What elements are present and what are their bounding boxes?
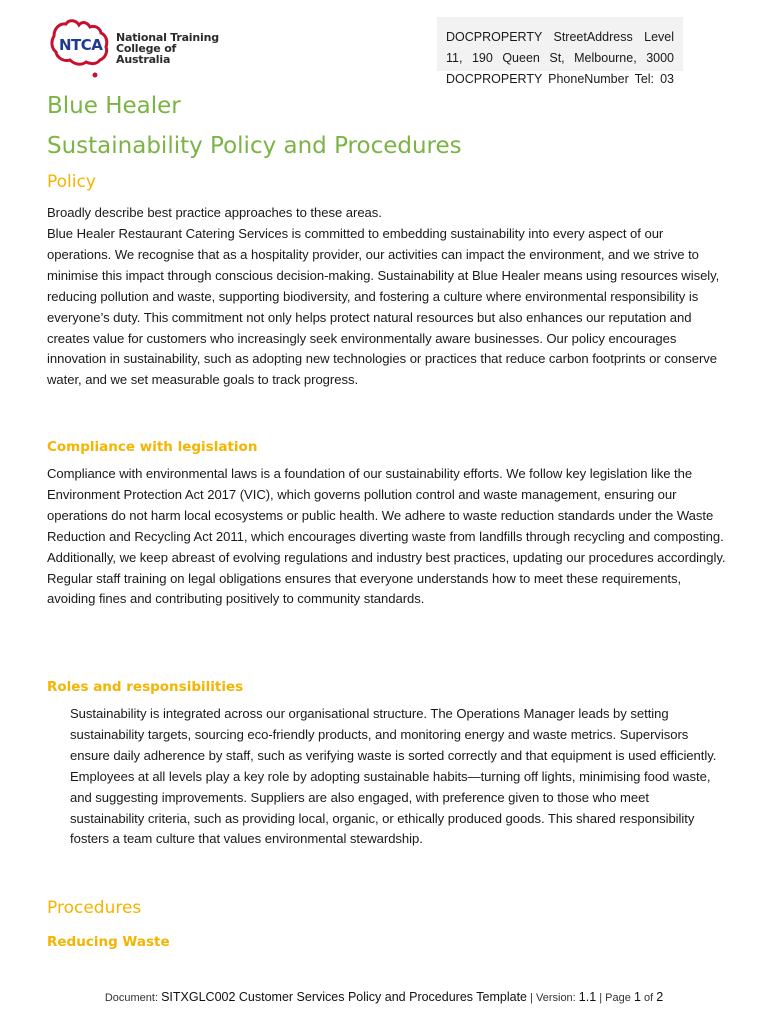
roles-body: Sustainability is integrated across our organisational structure. The Operations Manager leads by setting sustainability targets, sourcing eco-friendly products, and monitoring energy and waste metrics. Supervisors ensure daily adherence by staff, such as verifying waste is sorted correctly and that equipment is used efficiently. Employees at all levels play a key role by adopting sustainable habits—turning off lights, minimising food waste, and suggesting improvements. Suppliers are also engaged, with preference given to those who meet sustainability criteria, such as providing local, organic, or ethically produced goods. This shared responsibility fosters a team culture that values environmental stewardship. bbox=[70, 706, 717, 847]
document-subtitle: Sustainability Policy and Procedures bbox=[47, 133, 462, 159]
procedures-heading: Procedures bbox=[47, 898, 142, 918]
page-footer bbox=[0, 990, 768, 1004]
compliance-body: Compliance with environmental laws is a foundation of our sustainability efforts. We follow key legislation like the Environment Protection Act 2017 (VIC), which governs pollution control and waste management, ensuring our operations do not harm local ecosystems or public health. We adhere to waste reduction standards under the Waste Reduction and Recycling Act 2011, which encourages diverting waste from landfills through recycling and composting. Additionally, we keep abreast of evolving regulations and industry best practices, updating our procedures accordingly. Regular staff training on legal obligations ensures that everyone understands how to meet these requirements, avoiding fines and contributing positively to community standards. bbox=[47, 466, 726, 607]
footer-version-label: Version: bbox=[535, 992, 576, 1004]
footer-doc-label: Document: bbox=[104, 992, 159, 1004]
compliance-heading: Compliance with legislation bbox=[47, 439, 258, 455]
logo-name-line2: College of Australia bbox=[116, 42, 177, 66]
footer-page-num: 1 bbox=[633, 990, 641, 1004]
policy-intro: Broadly describe best practice approaches to these areas. bbox=[47, 205, 382, 220]
footer-sep-1: | bbox=[530, 992, 533, 1004]
policy-body: Blue Healer Restaurant Catering Services is committed to embedding sustainability into every aspect of our operations. We recognise that as a hospitality provider, our activities can impact the environment, and we strive to minimise this impact through conscious decision-making. Sustainability at Blue Healer means using resources wisely, reducing pollution and waste, supporting biodiversity, and fostering a culture where environmental responsibility is everyone’s duty. This commitment not only helps protect natural resources but also enhances our reputation and creates value for customers who increasingly seek environmentally aware businesses. Our policy encourages innovation in sustainability, such as adopting new technologies or practices that reduce carbon footprints or conserve water, and we set measurable goals to track progress. bbox=[47, 226, 720, 388]
logo-abbr: NTCA bbox=[59, 36, 103, 54]
logo-name bbox=[116, 32, 228, 65]
address-text: DOCPROPERTY StreetAddress Level 11, 190 Queen St, Melbourne, 3000 DOCPROPERTY PhoneNumber Tel: 03 bbox=[446, 30, 674, 86]
address-box bbox=[437, 17, 683, 86]
logo-name-line1: National Training bbox=[116, 31, 219, 44]
policy-heading: Policy bbox=[47, 172, 96, 192]
roles-heading: Roles and responsibilities bbox=[47, 679, 244, 695]
footer-sep-2: | bbox=[599, 992, 603, 1004]
ntca-logo bbox=[48, 18, 228, 80]
footer-version: 1.1 bbox=[578, 990, 597, 1004]
footer-page-total: 2 bbox=[656, 990, 664, 1004]
footer-doc-name: SITXGLC002 Customer Services Policy and Procedures Template bbox=[161, 990, 527, 1004]
reducing-waste-heading: Reducing Waste bbox=[47, 934, 170, 950]
footer-page-label: Page bbox=[605, 992, 631, 1004]
footer-of-label: of bbox=[643, 992, 654, 1004]
document-title: Blue Healer bbox=[47, 93, 181, 119]
